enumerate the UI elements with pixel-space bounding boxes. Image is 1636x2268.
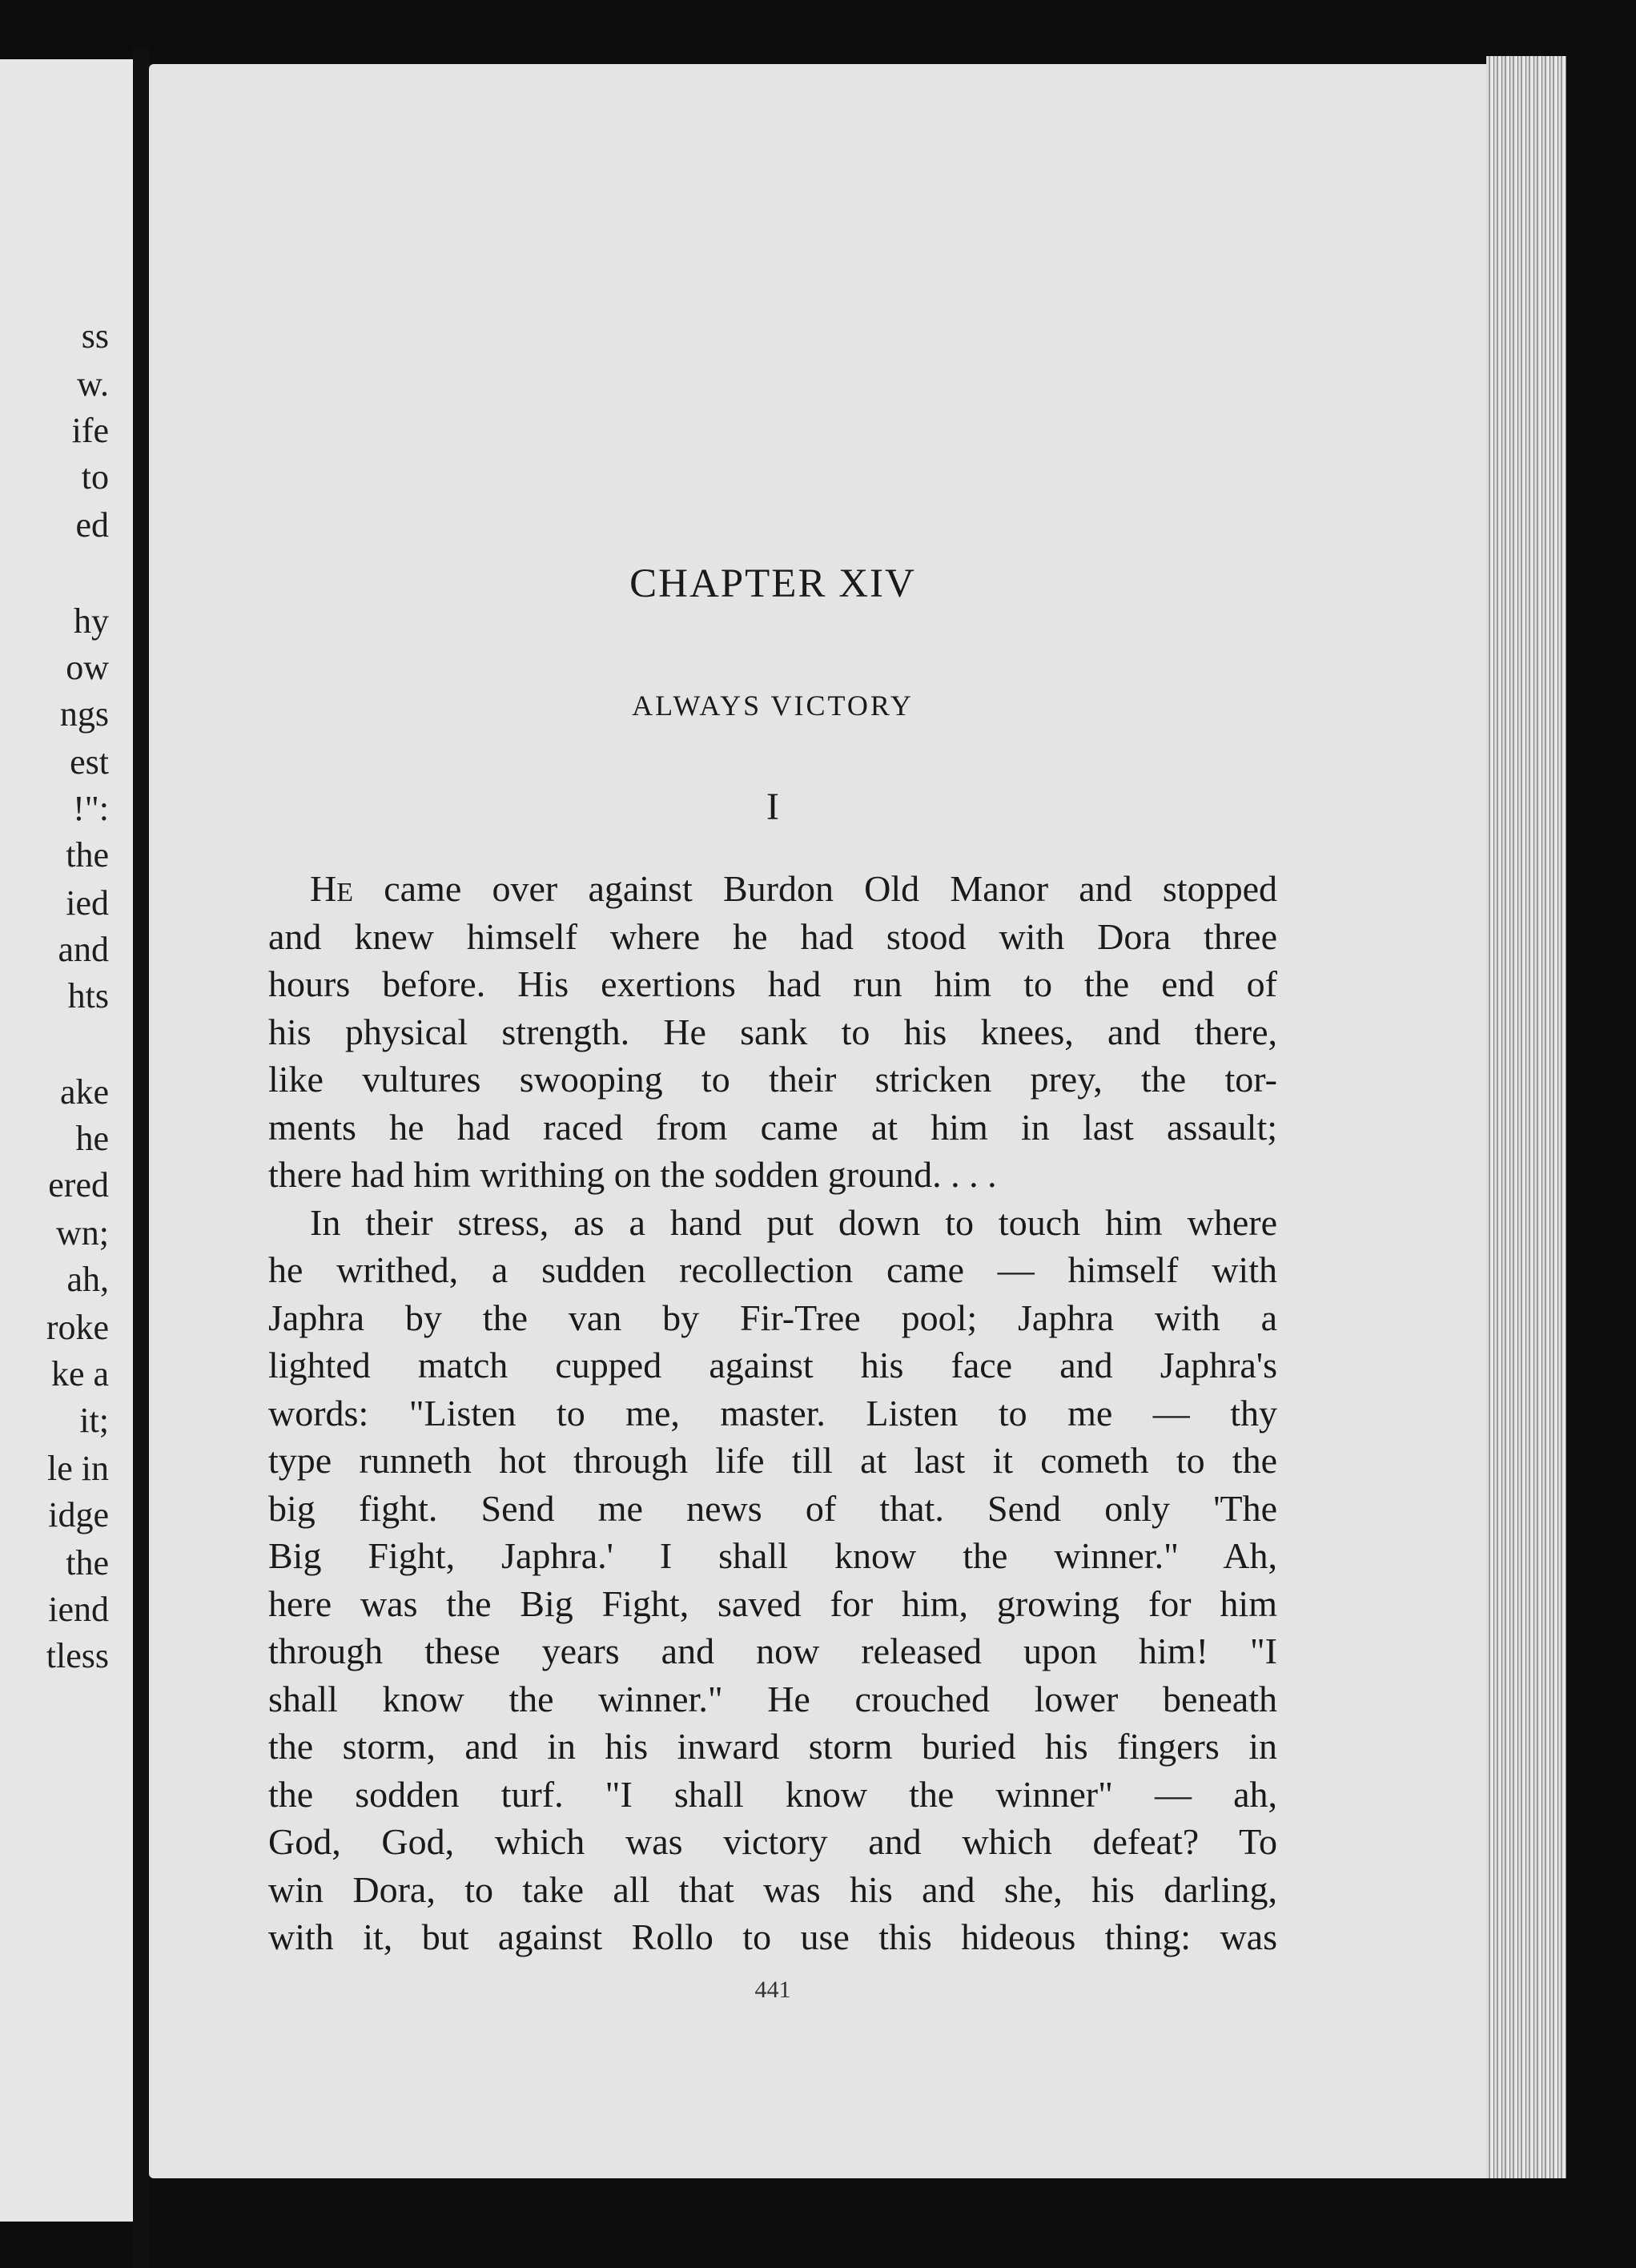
body-line	[268, 865, 1277, 913]
body-line: the storm, and in his inward storm buried his fingers in	[268, 1726, 1277, 1767]
body-line: Japhra by the van by Fir-Tree pool; Japhra with a	[268, 1297, 1277, 1338]
page-number: 441	[754, 1976, 791, 2003]
left-page-line: idge	[48, 1495, 109, 1534]
chapter-title: CHAPTER XIV	[629, 561, 916, 606]
body-line: ments he had raced from came at him in last assault;	[268, 1106, 1277, 1148]
left-page-line: wn;	[56, 1213, 109, 1253]
section-number: I	[766, 786, 779, 828]
left-page-line: to	[81, 457, 109, 497]
left-page-line: le in	[47, 1449, 109, 1488]
body-line: like vultures swooping to their stricken prey, the tor-	[268, 1059, 1277, 1100]
body-line: with it, but against Rollo to use this hideous thing: was	[268, 1916, 1277, 1957]
left-page-line: roke	[46, 1308, 109, 1347]
left-page-line: the	[66, 1543, 109, 1582]
left-page-line: iend	[48, 1590, 109, 1629]
body-line: big fight. Send me news of that. Send only 'The	[268, 1487, 1277, 1529]
body-line: through these years and now released upon him! "I	[268, 1631, 1277, 1671]
body-line: shall know the winner." He crouched lower beneath	[268, 1678, 1277, 1719]
left-page-line: tless	[46, 1636, 109, 1675]
left-page-line: ied	[66, 883, 109, 923]
left-page-line: ered	[48, 1165, 109, 1204]
left-page-line: he	[75, 1119, 109, 1158]
left-page-line: ow	[66, 648, 109, 687]
body-line: and knew himself where he had stood with Dora three	[268, 915, 1277, 957]
left-page-line: the	[66, 835, 109, 875]
left-page-line: est	[70, 742, 109, 782]
body-line: In their stress, as a hand put down to touch him where	[310, 1201, 1277, 1243]
body-line: words: "Listen to me, master. Listen to me — thy	[268, 1392, 1277, 1434]
left-page-line: ngs	[59, 694, 109, 734]
left-page-line: ah,	[66, 1260, 109, 1299]
body-line: type runneth hot through life till at last it cometh to the	[268, 1440, 1277, 1481]
left-page-line: !":	[73, 789, 109, 828]
body-line: there had him writhing on the sodden ground. . . .	[268, 1154, 997, 1195]
body-line: he writhed, a sudden recollection came — himself with	[268, 1249, 1277, 1290]
left-page-line: hy	[74, 601, 109, 641]
body-line: hours before. His exertions had run him to the end of	[268, 963, 1277, 1004]
left-page-line: ss	[81, 316, 109, 356]
body-text	[268, 865, 1277, 1961]
initial-smallcap: E	[336, 878, 354, 907]
body-line: the sodden turf. "I shall know the winner" — ah,	[268, 1773, 1277, 1815]
left-page-line: and	[58, 930, 109, 969]
left-page-line: ake	[59, 1072, 109, 1112]
left-page-line: ke a	[50, 1354, 109, 1393]
left-page-line: it;	[79, 1401, 109, 1440]
body-line: God, God, which was victory and which defeat? To	[268, 1821, 1277, 1862]
body-line: Big Fight, Japhra.' I shall know the winner." Ah,	[268, 1535, 1277, 1576]
body-line: win Dora, to take all that was his and she, his darling,	[268, 1868, 1277, 1910]
left-page-line: ed	[75, 505, 109, 545]
left-facing-page	[0, 59, 133, 2222]
initial-cap: H	[310, 868, 337, 909]
body-line: here was the Big Fight, saved for him, growing for him	[268, 1582, 1277, 1624]
body-line: his physical strength. He sank to his knees, and there,	[268, 1011, 1277, 1052]
left-page-line: w.	[77, 364, 109, 404]
page-edges	[1486, 56, 1566, 2178]
chapter-subtitle: ALWAYS VICTORY	[632, 690, 914, 722]
line-text: came over against Burdon Old Manor and stopped	[353, 868, 1277, 909]
left-page-line: ife	[71, 411, 109, 450]
body-line: lighted match cupped against his face and Japhra's	[268, 1345, 1277, 1385]
left-page-line: hts	[67, 976, 109, 1015]
book-gutter	[133, 48, 149, 2268]
